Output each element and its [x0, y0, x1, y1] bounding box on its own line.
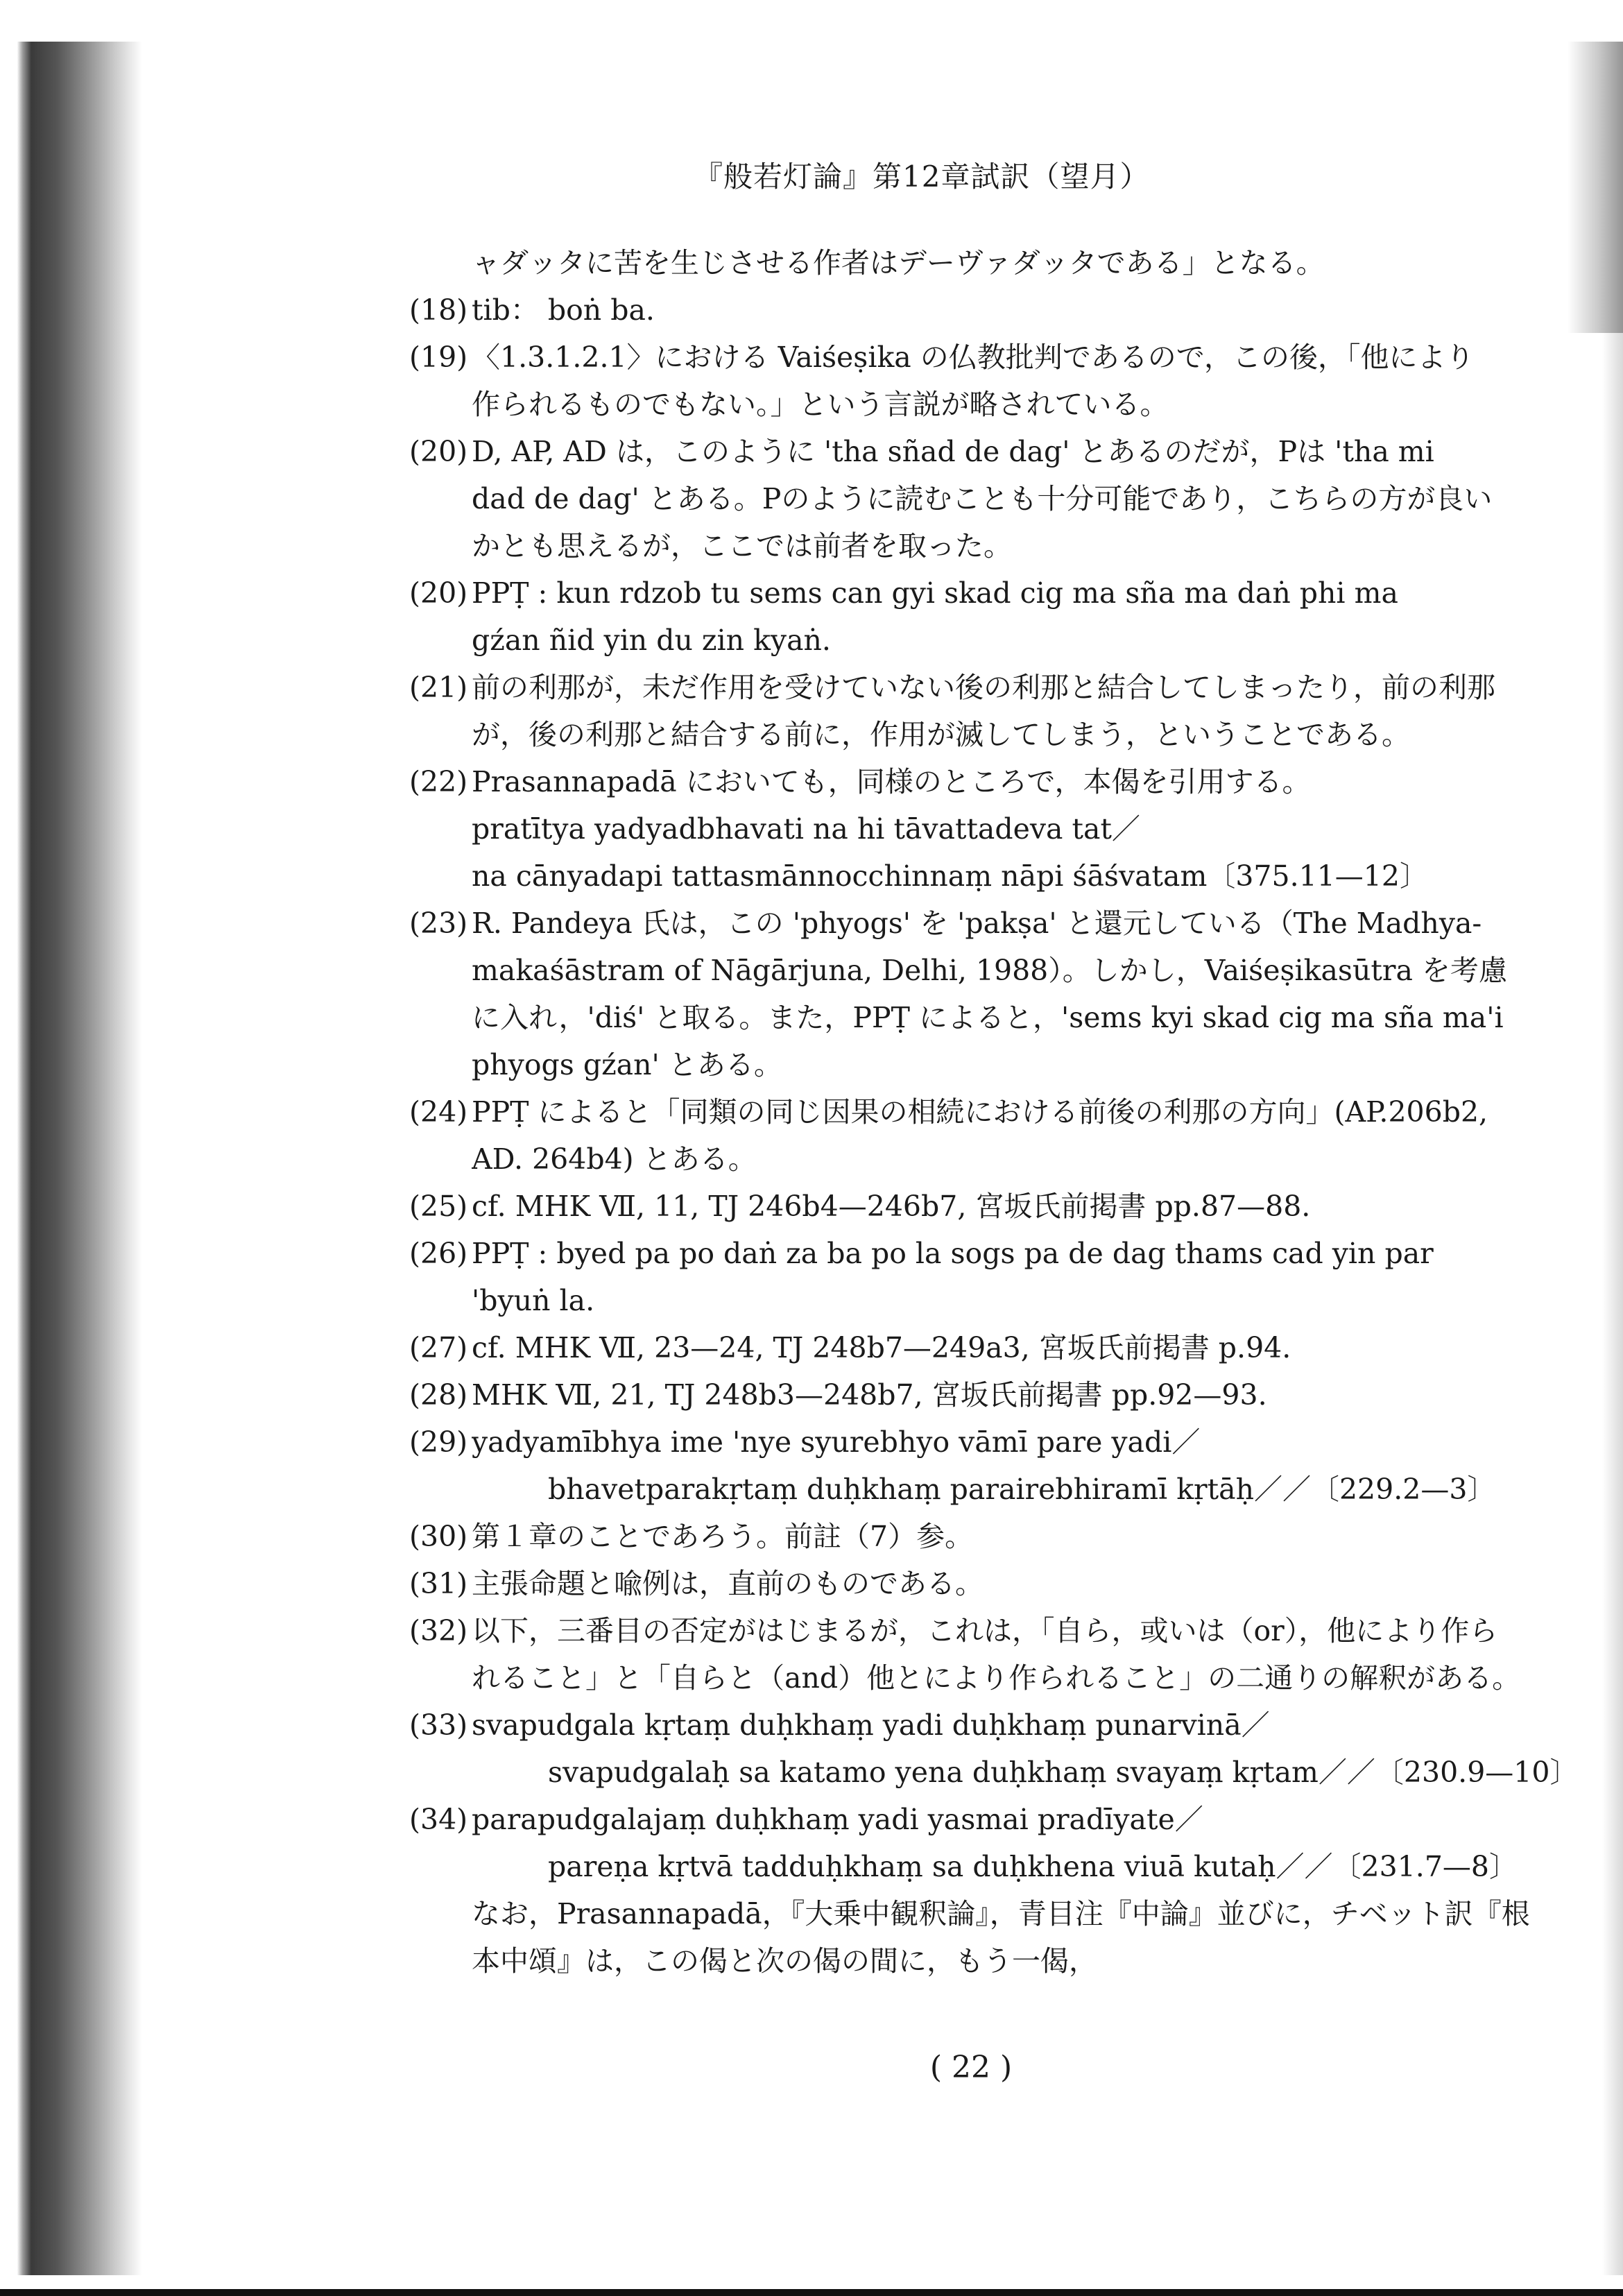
footnote-line: gźan ñid yin du zin kyaṅ.	[472, 624, 831, 657]
footnote-line: 'byuṅ la.	[472, 1284, 595, 1317]
footnote-20	[409, 428, 1599, 569]
footnote-line: cf. MHK Ⅶ, 23—24, TJ 248b7—249a3, 宮坂氏前掲書 p.94.	[472, 1331, 1291, 1364]
footnote-verse-line: na cānyadapi tattasmānnocchinnaṃ nāpi śāśvatam〔375.11—12〕	[472, 859, 1428, 893]
footnote-number: (28)	[409, 1378, 468, 1412]
footnote-line: makaśāstram of Nāgārjuna, Delhi, 1988）。しかし，Vaiśeṣikasūtra を考慮	[472, 954, 1507, 987]
footnote-number: (29)	[409, 1425, 468, 1459]
footnote-line: PPṬ : kun rdzob tu sems can gyi skad cig ma sña ma daṅ phi ma	[472, 576, 1398, 610]
footnote-33	[409, 1702, 1599, 1796]
footnote-line: に入れ，'diś' と取る。また，PPṬ によると，'sems kyi skad cig ma sña ma'i	[472, 1001, 1504, 1034]
footnote-number: (22)	[409, 765, 468, 798]
footnote-line: 第１章のことであろう。前註（7）参。	[472, 1520, 974, 1553]
footnote-verse-line: pareṇa kṛtvā tadduḥkhaṃ sa duḥkhena viuā kutaḥ／／〔231.7—8〕	[548, 1850, 1518, 1883]
footnote-number: (19)	[409, 341, 468, 374]
footnote-number: (25)	[409, 1190, 468, 1223]
footnote-line: PPṬ : byed pa po daṅ za ba po la sogs pa de dag thams cad yin par	[472, 1237, 1434, 1270]
footnote-27	[409, 1324, 1599, 1371]
footnote-30	[409, 1513, 1599, 1560]
footnote-number: (30)	[409, 1520, 468, 1553]
footnote-number: (34)	[409, 1803, 468, 1836]
footnote-number: (20)	[409, 576, 468, 610]
footnote-line: が，後の利那と結合する前に，作用が滅してしまう，ということである。	[472, 718, 1410, 751]
footnote-line: れること」と「自らと（and）他とにより作られること」の二通りの解釈がある。	[472, 1661, 1521, 1695]
footnote-line: 前の利那が，未だ作用を受けていない後の利那と結合してしまったり，前の利那	[472, 671, 1495, 704]
footnote-34	[409, 1796, 1599, 1985]
footnote-28	[409, 1371, 1599, 1419]
footnote-29	[409, 1419, 1599, 1513]
footnote-22	[409, 758, 1599, 900]
footnote-line: 〈1.3.1.2.1〉における Vaiśeṣika の仏教批判であるので，この後，「他により	[472, 341, 1475, 374]
footnote-line: 作られるものでもない。」という言説が略されている。	[472, 388, 1169, 421]
scan-edge-shadow-lower	[1602, 333, 1623, 2275]
footnote-verse-line: pratītya yadyadbhavati na hi tāvattadeva tat／	[472, 812, 1140, 846]
footnote-number: (26)	[409, 1237, 468, 1270]
footnote-number: (32)	[409, 1614, 468, 1647]
footnote-line: dad de dag' とある。Pのように読むことも十分可能であり，こちらの方が良い	[472, 482, 1493, 515]
running-header: 『般若灯論』第12章試訳（望月）	[694, 160, 1150, 194]
footnote-verse-line: parapudgalajaṃ duḥkhaṃ yadi yasmai pradīyate／	[472, 1803, 1203, 1836]
footnote-number: (24)	[409, 1095, 468, 1129]
footnote-line: phyogs gźan' とある。	[472, 1048, 782, 1081]
footnote-line: 主張命題と喩例は，直前のものである。	[472, 1567, 984, 1600]
footnote-line: R. Pandeya 氏は，この 'phyogs' を 'pakṣa' と還元している（The Madhya-	[472, 907, 1482, 940]
footnote-number: (20)	[409, 435, 468, 468]
footnote-32	[409, 1607, 1599, 1702]
footnote-line: PPṬ によると「同類の同じ因果の相続における前後の利那の方向」(AP.206b2,	[472, 1095, 1488, 1129]
footnote-line: なお，Prasannapadā，『大乗中観釈論』，青目注『中論』並びに，チベット訳『根	[472, 1897, 1530, 1930]
footnote-verse-line: yadyamībhya ime 'nye syurebhyo vāmī pare yadi／	[472, 1425, 1201, 1459]
footnote-line: tib： boṅ ba.	[472, 293, 655, 327]
footnote-number: (23)	[409, 907, 468, 940]
footnote-number: (18)	[409, 293, 468, 327]
footnote-line: MHK Ⅶ, 21, TJ 248b3—248b7, 宮坂氏前掲書 pp.92—93.	[472, 1378, 1267, 1412]
footnote-line: 以下，三番目の否定がはじまるが，これは，「自ら，或いは（or），他により作ら	[472, 1614, 1498, 1647]
footnote-line: AD. 264b4) とある。	[472, 1142, 757, 1176]
footnote-verse-line: svapudgalaḥ sa katamo yena duḥkhaṃ svayaṃ kṛtam／／〔230.9—10〕	[548, 1756, 1579, 1789]
footnote-number: (21)	[409, 671, 468, 704]
footnote-26	[409, 1230, 1599, 1324]
footnote-18	[409, 286, 1599, 334]
footnote-line: cf. MHK Ⅶ, 11, TJ 246b4—246b7, 宮坂氏前掲書 pp.87—88.	[472, 1190, 1311, 1223]
footnote-line: かとも思えるが，ここでは前者を取った。	[472, 529, 1012, 563]
footnote-21	[409, 664, 1599, 758]
footnote-line: D, AP, AD は，このように 'tha sñad de dag' とあるのだが，Pは 'tha mi	[472, 435, 1434, 468]
footnote-line: Prasannapadā においても，同様のところで，本偈を引用する。	[472, 765, 1311, 798]
intro-line: ャダッタに苦を生じさせる作者はデーヴァダッタである」となる。	[472, 246, 1325, 280]
footnote-19	[409, 334, 1599, 428]
footnote-line: 本中頌』は，この偈と次の偈の間に，もう一偈，	[472, 1944, 1097, 1978]
footnote-number: (33)	[409, 1708, 468, 1742]
footnote-23	[409, 900, 1599, 1088]
footnote-31	[409, 1560, 1599, 1607]
page-number: ( 22 )	[929, 2050, 1013, 2085]
footnote-24	[409, 1088, 1599, 1183]
footnote-verse-line: bhavetparakṛtaṃ duḥkhaṃ parairebhiramī kṛtāḥ／／〔229.2—3〕	[548, 1473, 1496, 1506]
scan-binding-shadow	[0, 42, 142, 2275]
notes-body	[409, 239, 1599, 1985]
footnote-20-ppt	[409, 569, 1599, 664]
footnote-number: (31)	[409, 1567, 468, 1600]
footnote-25	[409, 1183, 1599, 1230]
footnote-verse-line: svapudgala kṛtaṃ duḥkhaṃ yadi duḥkhaṃ punarvinā／	[472, 1708, 1270, 1742]
scan-bottom-edge	[0, 2289, 1623, 2296]
footnote-number: (27)	[409, 1331, 468, 1364]
